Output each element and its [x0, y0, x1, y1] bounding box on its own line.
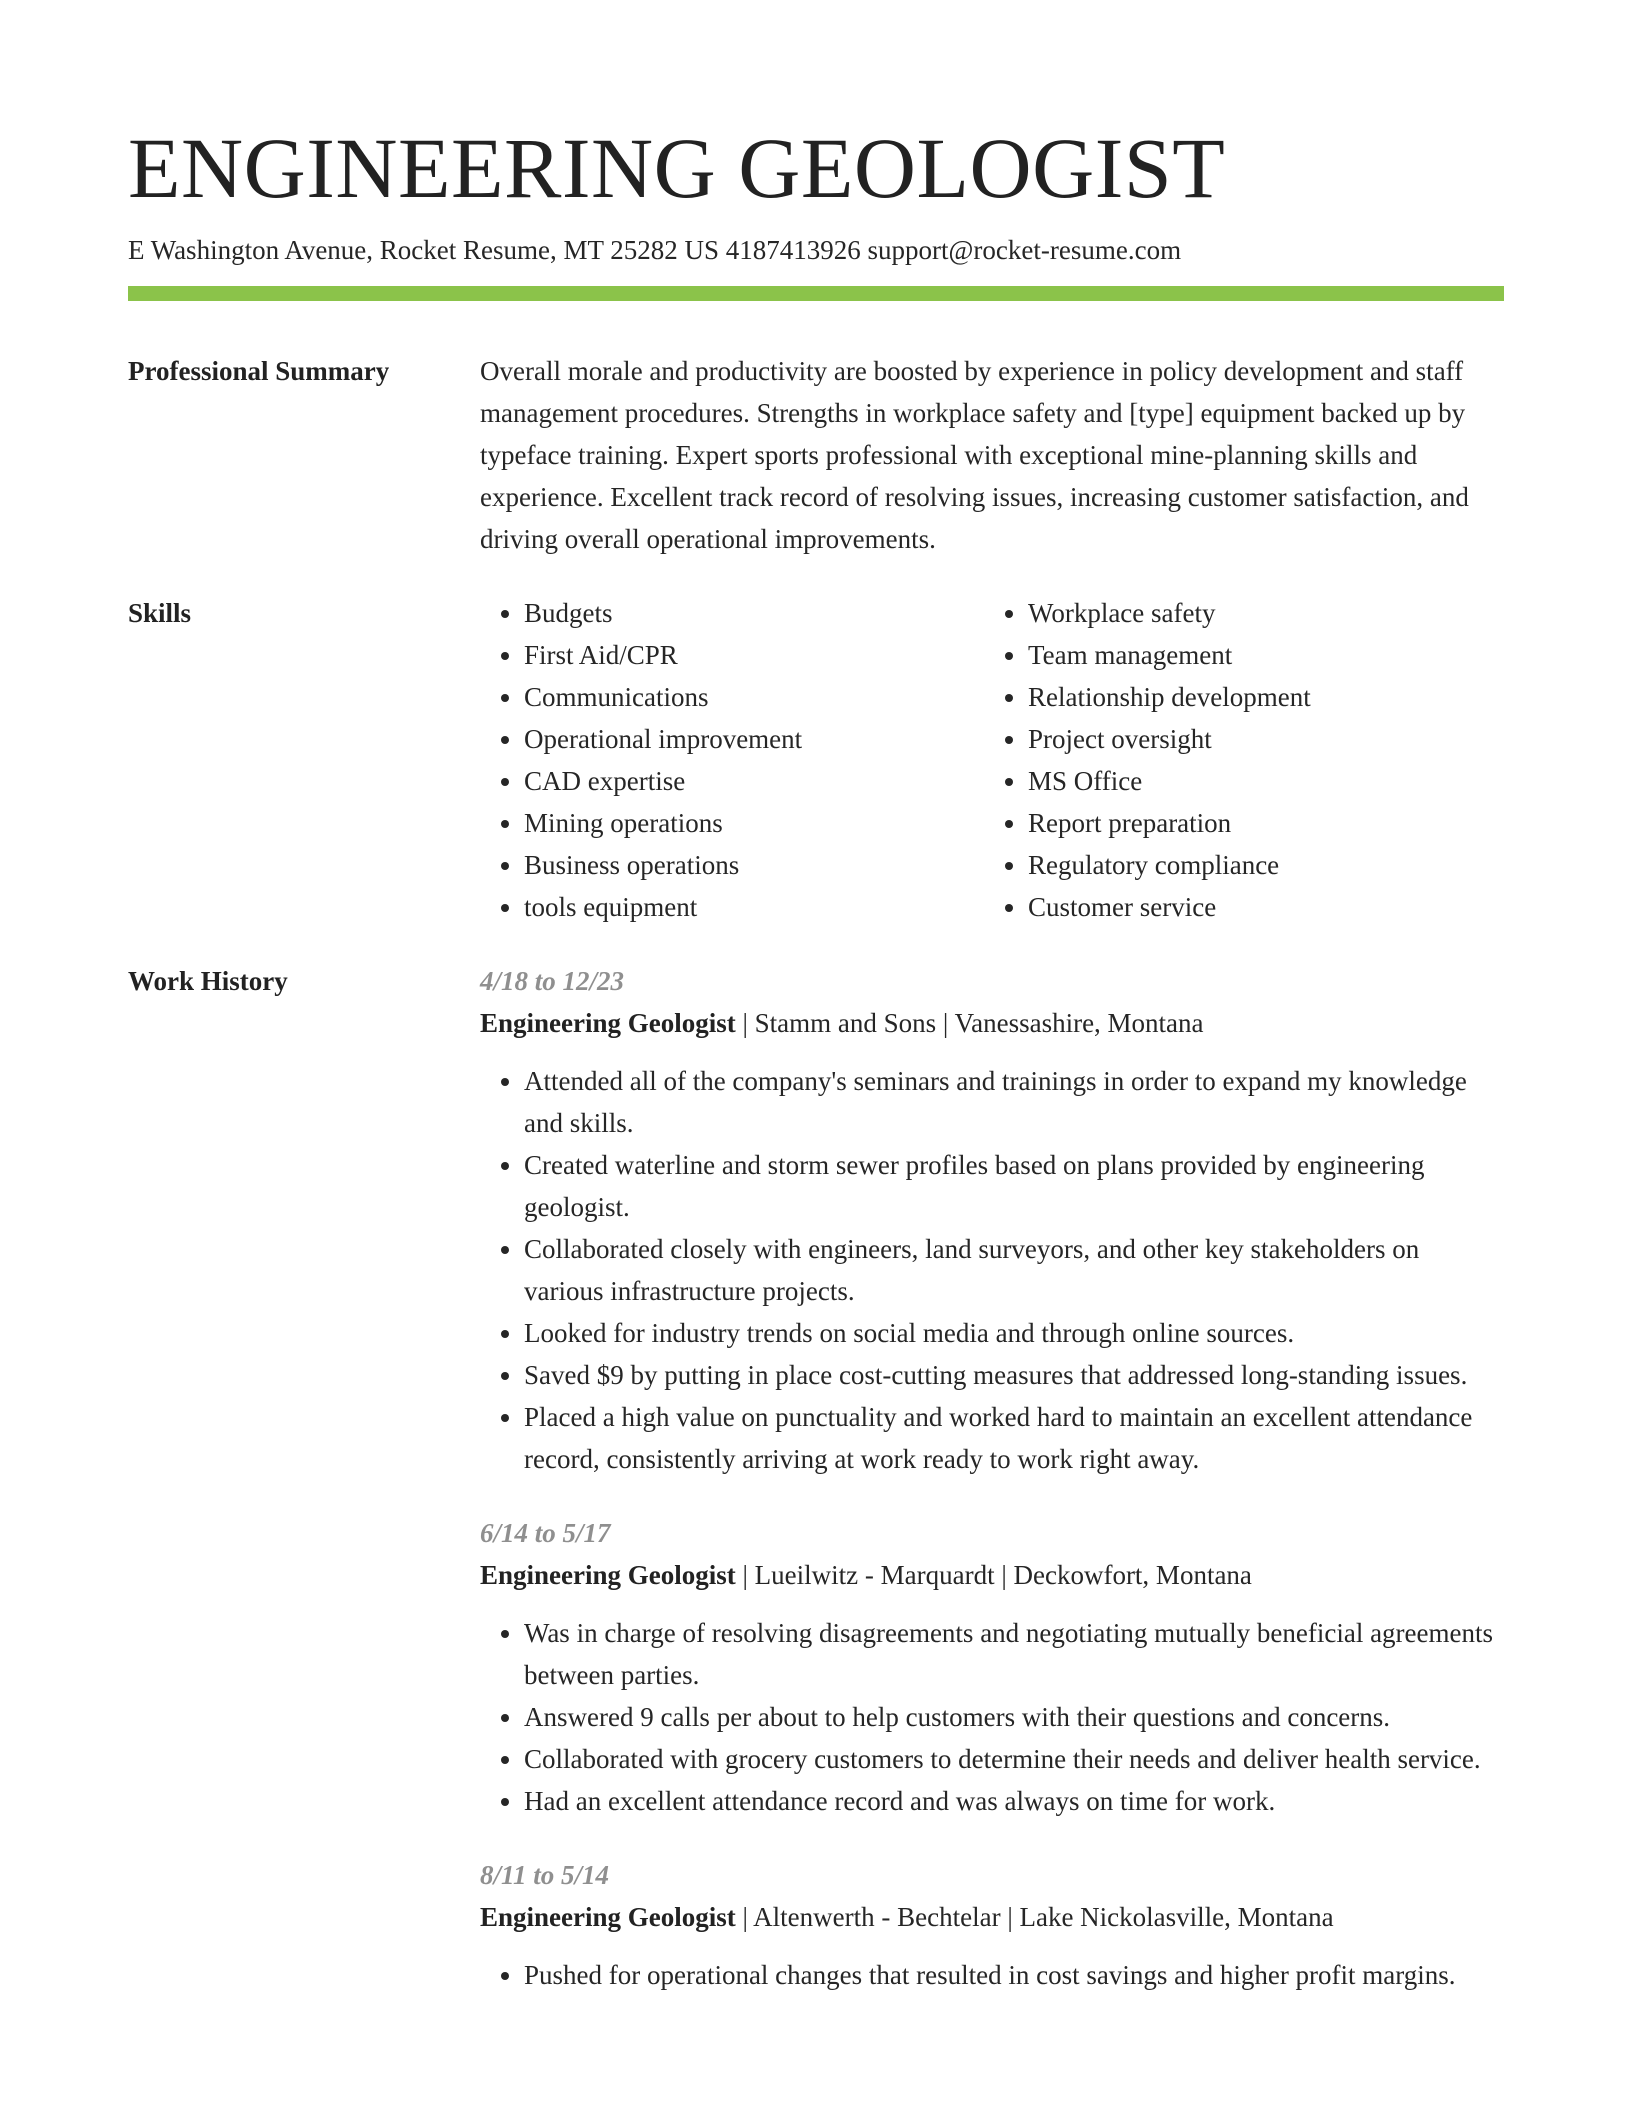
skill-item: • First Aid/CPR — [524, 634, 984, 676]
skill-item: • Team management — [1028, 634, 1488, 676]
job-company: Altenwerth - Bechtelar — [753, 1902, 1001, 1932]
skill-item: • CAD expertise — [524, 760, 984, 802]
skill-item: • Relationship development — [1028, 676, 1488, 718]
job-entry — [480, 1854, 1504, 1996]
summary-text: Overall morale and productivity are boosted by experience in policy development and staff management procedures. Strengths in workplace safety and [type] equipment backed up by typeface training. Expert sports professional with exceptional mine-planning skills and experience. Excellent track record of resolving issues, increasing customer satisfaction, and driving overall operational improvements. — [480, 356, 1469, 554]
job-company: Lueilwitz - Marquardt — [754, 1560, 995, 1590]
skill-item: • tools equipment — [524, 886, 984, 928]
contact-phone: 4187413926 — [725, 235, 861, 265]
skills-list-right — [984, 592, 1488, 928]
skill-item: • Workplace safety — [1028, 592, 1488, 634]
job-entry — [480, 960, 1504, 1480]
job-bullet: • Collaborated with grocery customers to determine their needs and deliver health service. — [524, 1738, 1504, 1780]
job-dates: 6/14 to 5/17 — [480, 1518, 611, 1548]
contact-address: E Washington Avenue, Rocket Resume, MT 25282 US — [128, 235, 720, 265]
job-header — [480, 1554, 1504, 1596]
job-bullet: • Pushed for operational changes that resulted in cost savings and higher profit margins. — [524, 1954, 1504, 1996]
job-title: Engineering Geologist — [480, 1560, 736, 1590]
job-header — [480, 1896, 1504, 1938]
job-bullet: • Had an excellent attendance record and was always on time for work. — [524, 1780, 1504, 1822]
job-bullet: • Created waterline and storm sewer profiles based on plans provided by engineering geologist. — [524, 1144, 1504, 1228]
skill-item: • Budgets — [524, 592, 984, 634]
skill-item: • MS Office — [1028, 760, 1488, 802]
section-title: Work History — [128, 966, 288, 996]
job-entry — [480, 1512, 1504, 1822]
header-divider — [128, 286, 1504, 301]
job-bullet: • Answered 9 calls per about to help customers with their questions and concerns. — [524, 1696, 1504, 1738]
section-body — [480, 592, 1504, 928]
section-body — [480, 350, 1504, 560]
skill-item: • Business operations — [524, 844, 984, 886]
job-bullet: • Saved $9 by putting in place cost-cutting measures that addressed long-standing issues. — [524, 1354, 1504, 1396]
section-title: Professional Summary — [128, 356, 390, 386]
job-bullets — [480, 1612, 1504, 1822]
skill-item: • Customer service — [1028, 886, 1488, 928]
contact-line — [128, 230, 1181, 270]
skill-item: • Regulatory compliance — [1028, 844, 1488, 886]
job-dates: 8/11 to 5/14 — [480, 1860, 610, 1890]
job-bullet: • Placed a high value on punctuality and worked hard to maintain an excellent attendance record, consistently arriving at work ready to work right away. — [524, 1396, 1504, 1480]
skill-item: • Report preparation — [1028, 802, 1488, 844]
skills-list-left — [480, 592, 984, 928]
skill-item: • Mining operations — [524, 802, 984, 844]
job-location: Lake Nickolasville, Montana — [1019, 1902, 1334, 1932]
job-bullet: • Collaborated closely with engineers, land surveyors, and other key stakeholders on various infrastructure projects. — [524, 1228, 1504, 1312]
section-title: Skills — [128, 598, 192, 628]
job-bullet: • Looked for industry trends on social media and through online sources. — [524, 1312, 1504, 1354]
candidate-name: ENGINEERING GEOLOGIST — [128, 120, 1226, 216]
section-body — [480, 960, 1504, 2028]
skill-item: • Operational improvement — [524, 718, 984, 760]
job-bullet: • Attended all of the company's seminars and trainings in order to expand my knowledge and skills. — [524, 1060, 1504, 1144]
job-title: Engineering Geologist — [480, 1008, 736, 1038]
contact-email[interactable]: support@rocket-resume.com — [867, 235, 1182, 265]
job-title: Engineering Geologist — [480, 1902, 736, 1932]
job-bullets — [480, 1060, 1504, 1480]
skills-columns — [480, 592, 1504, 928]
job-bullets — [480, 1954, 1504, 1996]
skill-item: • Communications — [524, 676, 984, 718]
job-header — [480, 1002, 1504, 1044]
job-location: Vanessashire, Montana — [954, 1008, 1204, 1038]
job-company: Stamm and Sons — [754, 1008, 937, 1038]
job-bullet: • Was in charge of resolving disagreements and negotiating mutually beneficial agreements between parties. — [524, 1612, 1504, 1696]
job-location: Deckowfort, Montana — [1013, 1560, 1252, 1590]
skill-item: • Project oversight — [1028, 718, 1488, 760]
job-dates: 4/18 to 12/23 — [480, 966, 625, 996]
